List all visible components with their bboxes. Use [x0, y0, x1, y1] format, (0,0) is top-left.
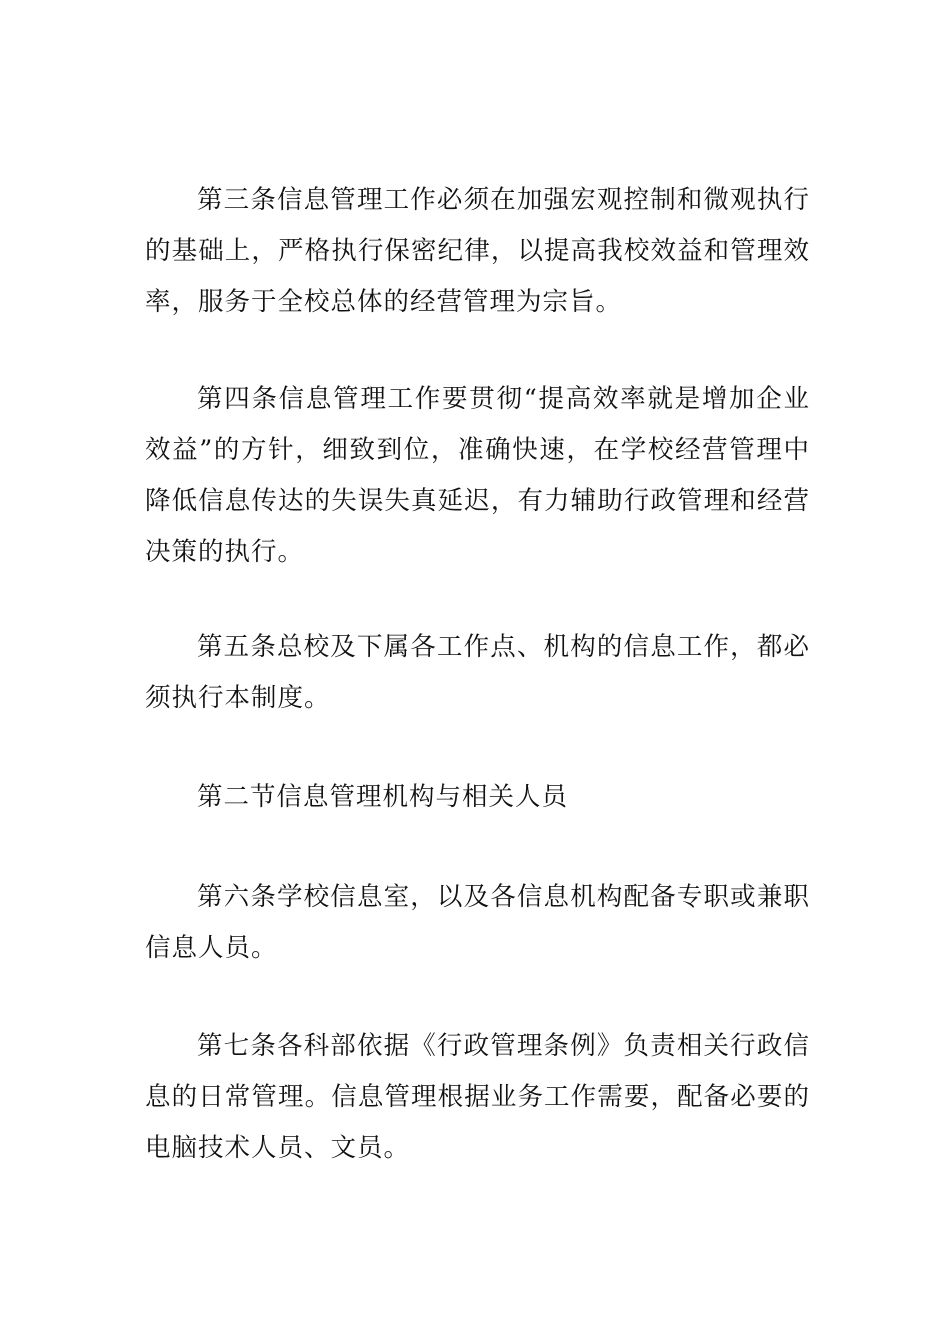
article-6-paragraph: 第六条学校信息室，以及各信息机构配备专职或兼职信息人员。: [145, 882, 810, 963]
article-3-paragraph: 第三条信息管理工作必须在加强宏观控制和微观执行的基础上，严格执行保密纪律，以提高我校效益和管理效率，服务于全校总体的经营管理为宗旨。: [145, 185, 810, 317]
section-heading: 第二节信息管理机构与相关人员: [197, 782, 569, 812]
article-5-paragraph: 第五条总校及下属各工作点、机构的信息工作，都必须执行本制度。: [145, 632, 810, 713]
article-7-paragraph: 第七条各科部依据《行政管理条例》负责相关行政信息的日常管理。信息管理根据业务工作需要，配备必要的电脑技术人员、文员。: [145, 1031, 810, 1163]
article-4-paragraph: 第四条信息管理工作要贯彻“提高效率就是增加企业效益”的方针，细致到位，准确快速，在学校经营管理中降低信息传达的失误失真延迟，有力辅助行政管理和经营决策的执行。: [145, 384, 810, 567]
